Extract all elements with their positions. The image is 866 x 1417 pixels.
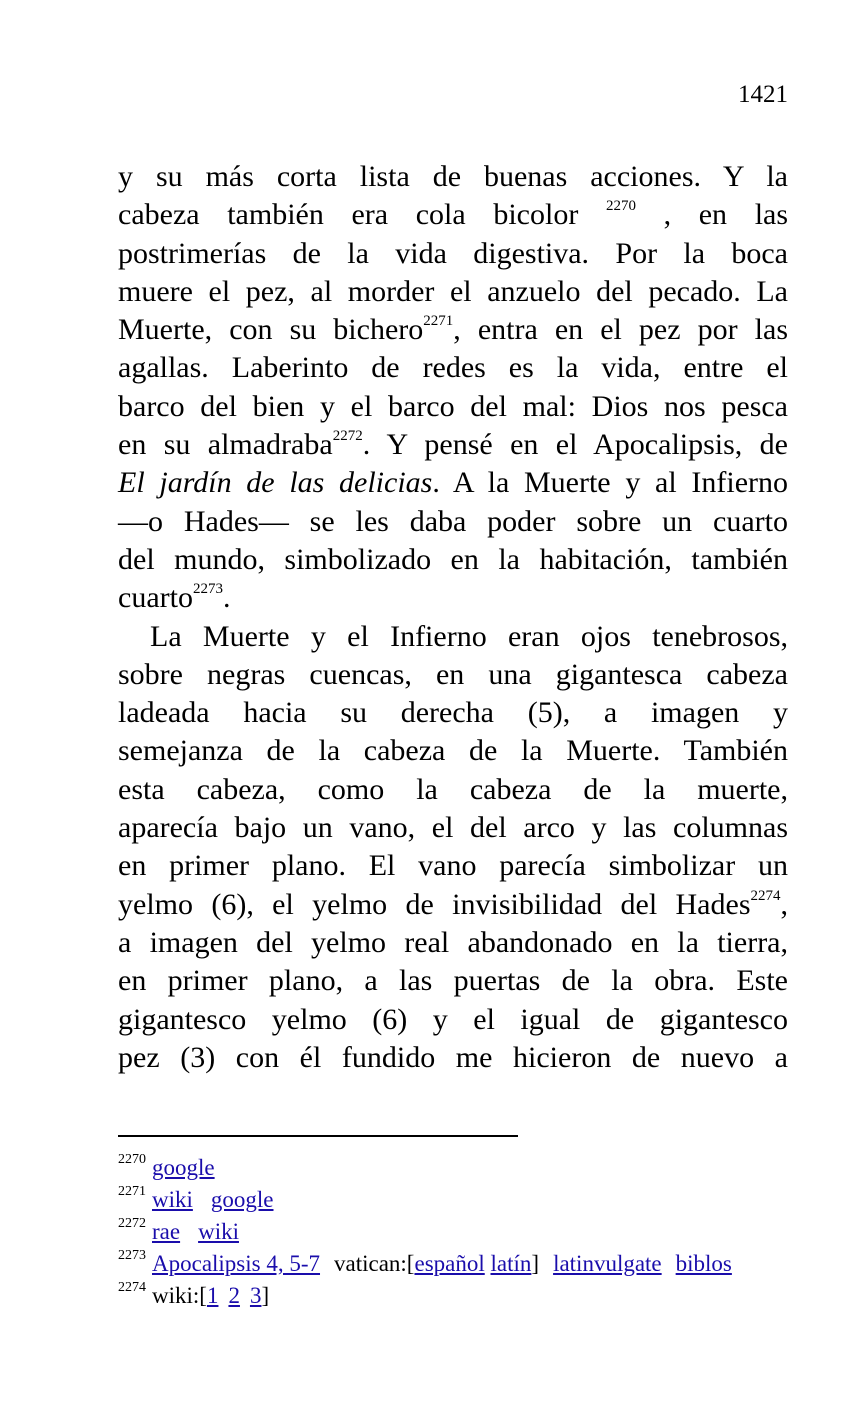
text-line: agallas. Laberinto de redes es la vida, entre el xyxy=(118,351,788,385)
footnote-2270 xyxy=(118,1152,798,1184)
apocalipsis-link[interactable]: Apocalipsis 4, 5-7 xyxy=(152,1251,321,1276)
text-line: en su almadraba$^{2272}$. Y pensé en el Apocalipsis, de xyxy=(118,428,788,462)
footnote-ref: 2272 xyxy=(332,428,363,445)
rae-link[interactable]: rae xyxy=(152,1219,181,1244)
text-line: a imagen del yelmo real abandonado en la tierra, xyxy=(118,925,788,959)
text-line: cuarto$^{2273}$. xyxy=(118,581,231,615)
text-line: y su más corta lista de buenas acciones. Y la xyxy=(118,160,788,193)
footnote-2274 xyxy=(118,1280,798,1312)
text-line: muere el pez, al morder el anzuelo del pecado. La xyxy=(118,274,788,308)
wiki-link-3[interactable]: 3 xyxy=(249,1283,262,1308)
bracket-close: ] xyxy=(531,1251,540,1276)
footnote-2272 xyxy=(118,1216,798,1248)
footnote-number: 2272 xyxy=(118,1216,146,1231)
book-title: El jardín de las delicias xyxy=(118,466,433,500)
text-line: El jardín de las delicias. A la Muerte y al Infierno xyxy=(118,466,788,500)
wiki-link-1[interactable]: 1 xyxy=(206,1283,219,1308)
footnote-ref: 2271 xyxy=(423,313,454,330)
text-line: cabeza también era cola bicolor $^{2270}$ , en las xyxy=(118,198,789,232)
wiki-link-2[interactable]: 2 xyxy=(228,1283,240,1308)
footnote-number: 2274 xyxy=(118,1280,146,1295)
text-line: en primer plano. El vano parecía simbolizar un xyxy=(118,849,788,883)
footnote-2273 xyxy=(118,1248,798,1280)
text-line: postrimerías de la vida digestiva. Por la boca xyxy=(118,236,788,270)
latinvulgate-link[interactable]: latinvulgate xyxy=(553,1251,662,1276)
text-line: en primer plano, a las puertas de la obra. Este xyxy=(118,964,788,998)
footnote-ref: 2270 xyxy=(605,198,636,215)
vatican-label: vatican:[ xyxy=(334,1251,415,1276)
footnote-ref: 2274 xyxy=(750,887,781,904)
latin-link[interactable]: latín xyxy=(490,1251,532,1276)
body-text xyxy=(118,158,788,1077)
espanol-link[interactable]: español xyxy=(414,1251,485,1276)
footnotes xyxy=(118,1152,798,1312)
wiki-link[interactable]: wiki xyxy=(198,1219,239,1244)
text-line: aparecía bajo un vano, el del arco y las columnas xyxy=(118,811,788,845)
text-line: del mundo, simbolizado en la habitación, también xyxy=(118,542,788,576)
text-line: Muerte, con su bichero$^{2271}$, entra en el pez por las xyxy=(118,313,788,347)
google-link[interactable]: google xyxy=(210,1187,274,1212)
text-line: semejanza de la cabeza de la Muerte. También xyxy=(118,734,788,768)
text-line: —o Hades— se les daba poder sobre un cuarto xyxy=(118,504,788,538)
wiki-label: wiki:[ xyxy=(152,1283,207,1308)
text-line: gigantesco yelmo (6) y el igual de gigantesco xyxy=(118,1002,788,1036)
wiki-link[interactable]: wiki xyxy=(152,1187,193,1212)
footnote-ref: 2273 xyxy=(192,581,223,598)
footnote-divider xyxy=(118,1135,518,1137)
footnote-number: 2270 xyxy=(118,1152,146,1167)
biblos-link[interactable]: biblos xyxy=(675,1251,732,1276)
footnote-number: 2271 xyxy=(118,1184,146,1199)
text-line: barco del bien y el barco del mal: Dios nos pesca xyxy=(118,389,788,423)
text-line: La Muerte y el Infierno eran ojos tenebrosos, xyxy=(150,619,788,653)
page-number: 1421 xyxy=(738,81,788,108)
text-line: sobre negras cuencas, en una gigantesca cabeza xyxy=(118,657,788,691)
text-line: ladeada hacia su derecha (5), a imagen y xyxy=(118,696,788,730)
text-line: esta cabeza, como la cabeza de la muerte, xyxy=(118,772,788,806)
google-link[interactable]: google xyxy=(152,1155,215,1180)
footnote-2271 xyxy=(118,1184,798,1216)
footnote-number: 2273 xyxy=(118,1248,146,1263)
text-line: pez (3) con él fundido me hicieron de nuevo a xyxy=(118,1040,788,1074)
text-line: yelmo (6), el yelmo de invisibilidad del Hades$^{2274}$, xyxy=(118,887,788,921)
bracket-close: ] xyxy=(261,1283,270,1308)
